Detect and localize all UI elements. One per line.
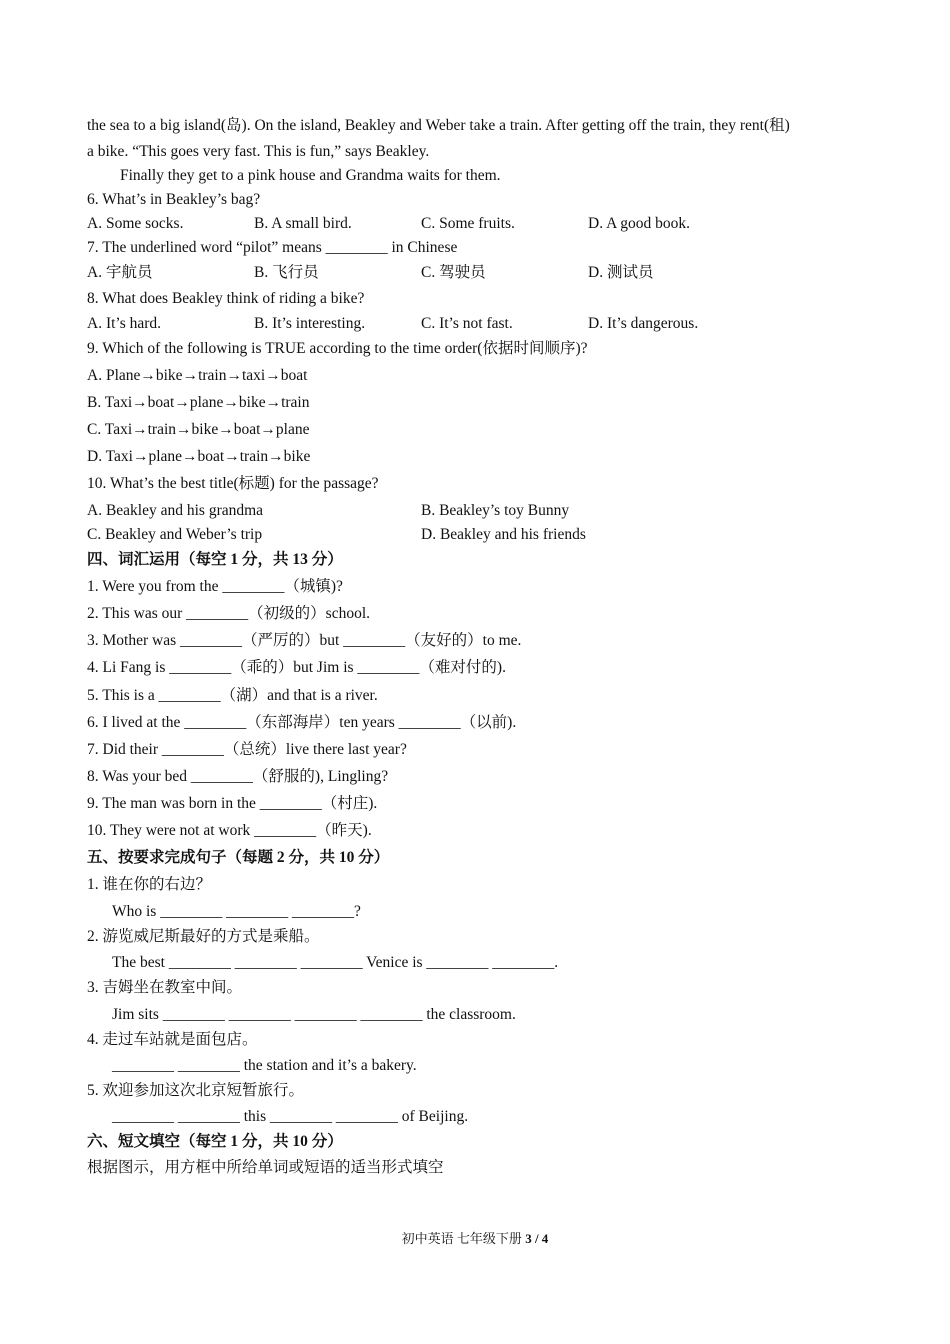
passage-line: the sea to a big island(岛). On the island, Beakley and Weber take a train. After getting off the train, they rent(租)	[87, 117, 790, 134]
section-6-title: 六、短文填空（每空 1 分，共 10 分）	[87, 1133, 343, 1150]
vocab-item: 7. Did their ________（总统）live there last year?	[87, 741, 407, 758]
sentence-blank: The best ________ ________ ________ Venice is ________ ________.	[112, 954, 559, 971]
question-9: 9. Which of the following is TRUE according to the time order(依据时间顺序)?	[87, 340, 588, 357]
sentence-blank: ________ ________ this ________ ________ of Beijing.	[112, 1108, 469, 1125]
question-8: 8. What does Beakley think of riding a bike?	[87, 290, 365, 307]
sentence-prompt: 5. 欢迎参加这次北京短暂旅行。	[87, 1082, 305, 1099]
option: A. Plane→bike→train→taxi→boat	[87, 367, 308, 384]
option: B. A small bird.	[254, 215, 352, 232]
vocab-item: 4. Li Fang is ________（乖的）but Jim is ________（难对付的).	[87, 659, 506, 676]
option: D. A good book.	[588, 215, 691, 232]
option: D. It’s dangerous.	[588, 315, 699, 332]
passage-line: a bike. “This goes very fast. This is fun,” says Beakley.	[87, 143, 430, 160]
question-6: 6. What’s in Beakley’s bag?	[87, 191, 261, 208]
vocab-item: 8. Was your bed ________（舒服的), Lingling?	[87, 768, 389, 785]
sentence-prompt: 1. 谁在你的右边？	[87, 876, 212, 893]
option: C. Taxi→train→bike→boat→plane	[87, 421, 310, 438]
sentence-blank: ________ ________ the station and it’s a bakery.	[112, 1057, 417, 1074]
option: B. Beakley’s toy Bunny	[421, 502, 570, 519]
option: C. 驾驶员	[421, 264, 486, 281]
section-4-title: 四、词汇运用（每空 1 分，共 13 分）	[87, 551, 343, 568]
vocab-item: 5. This is a ________（湖）and that is a river.	[87, 687, 378, 704]
vocab-item: 1. Were you from the ________（城镇)?	[87, 578, 343, 595]
sentence-prompt: 4. 走过车站就是面包店。	[87, 1031, 258, 1048]
section-5-title: 五、按要求完成句子（每题 2 分，共 10 分）	[87, 849, 390, 866]
footer-text: 初中英语 七年级下册	[401, 1231, 526, 1246]
option: D. Taxi→plane→boat→train→bike	[87, 448, 311, 465]
vocab-item: 9. The man was born in the ________（村庄).	[87, 795, 378, 812]
vocab-item: 10. They were not at work ________（昨天).	[87, 822, 372, 839]
option: B. Taxi→boat→plane→bike→train	[87, 394, 310, 411]
sentence-prompt: 3. 吉姆坐在教室中间。	[87, 979, 243, 996]
option: B. It’s interesting.	[254, 315, 366, 332]
option: B. 飞行员	[254, 264, 319, 281]
option: A. It’s hard.	[87, 315, 162, 332]
page-number: 3 / 4	[525, 1231, 549, 1246]
vocab-item: 2. This was our ________（初级的）school.	[87, 605, 371, 622]
option: C. Beakley and Weber’s trip	[87, 526, 263, 543]
question-10: 10. What’s the best title(标题) for the passage?	[87, 475, 379, 492]
page-footer	[0, 1228, 950, 1247]
sentence-blank: Who is ________ ________ ________?	[112, 903, 361, 920]
sentence-prompt: 2. 游览威尼斯最好的方式是乘船。	[87, 928, 320, 945]
option: C. It’s not fast.	[421, 315, 513, 332]
option: A. Some socks.	[87, 215, 184, 232]
vocab-item: 6. I lived at the ________（东部海岸）ten years ________（以前).	[87, 714, 517, 731]
sentence-blank: Jim sits ________ ________ ________ ________ the classroom.	[112, 1006, 516, 1023]
option: A. Beakley and his grandma	[87, 502, 264, 519]
passage-line: Finally they get to a pink house and Grandma waits for them.	[120, 167, 501, 184]
vocab-item: 3. Mother was ________（严厉的）but ________（友好的）to me.	[87, 632, 522, 649]
question-7: 7. The underlined word “pilot” means ________ in Chinese	[87, 239, 458, 256]
option: A. 宇航员	[87, 264, 153, 281]
option: D. 测试员	[588, 264, 654, 281]
option: D. Beakley and his friends	[421, 526, 586, 543]
section-6-instruction: 根据图示，用方框中所给单词或短语的适当形式填空	[87, 1159, 444, 1176]
option: C. Some fruits.	[421, 215, 515, 232]
